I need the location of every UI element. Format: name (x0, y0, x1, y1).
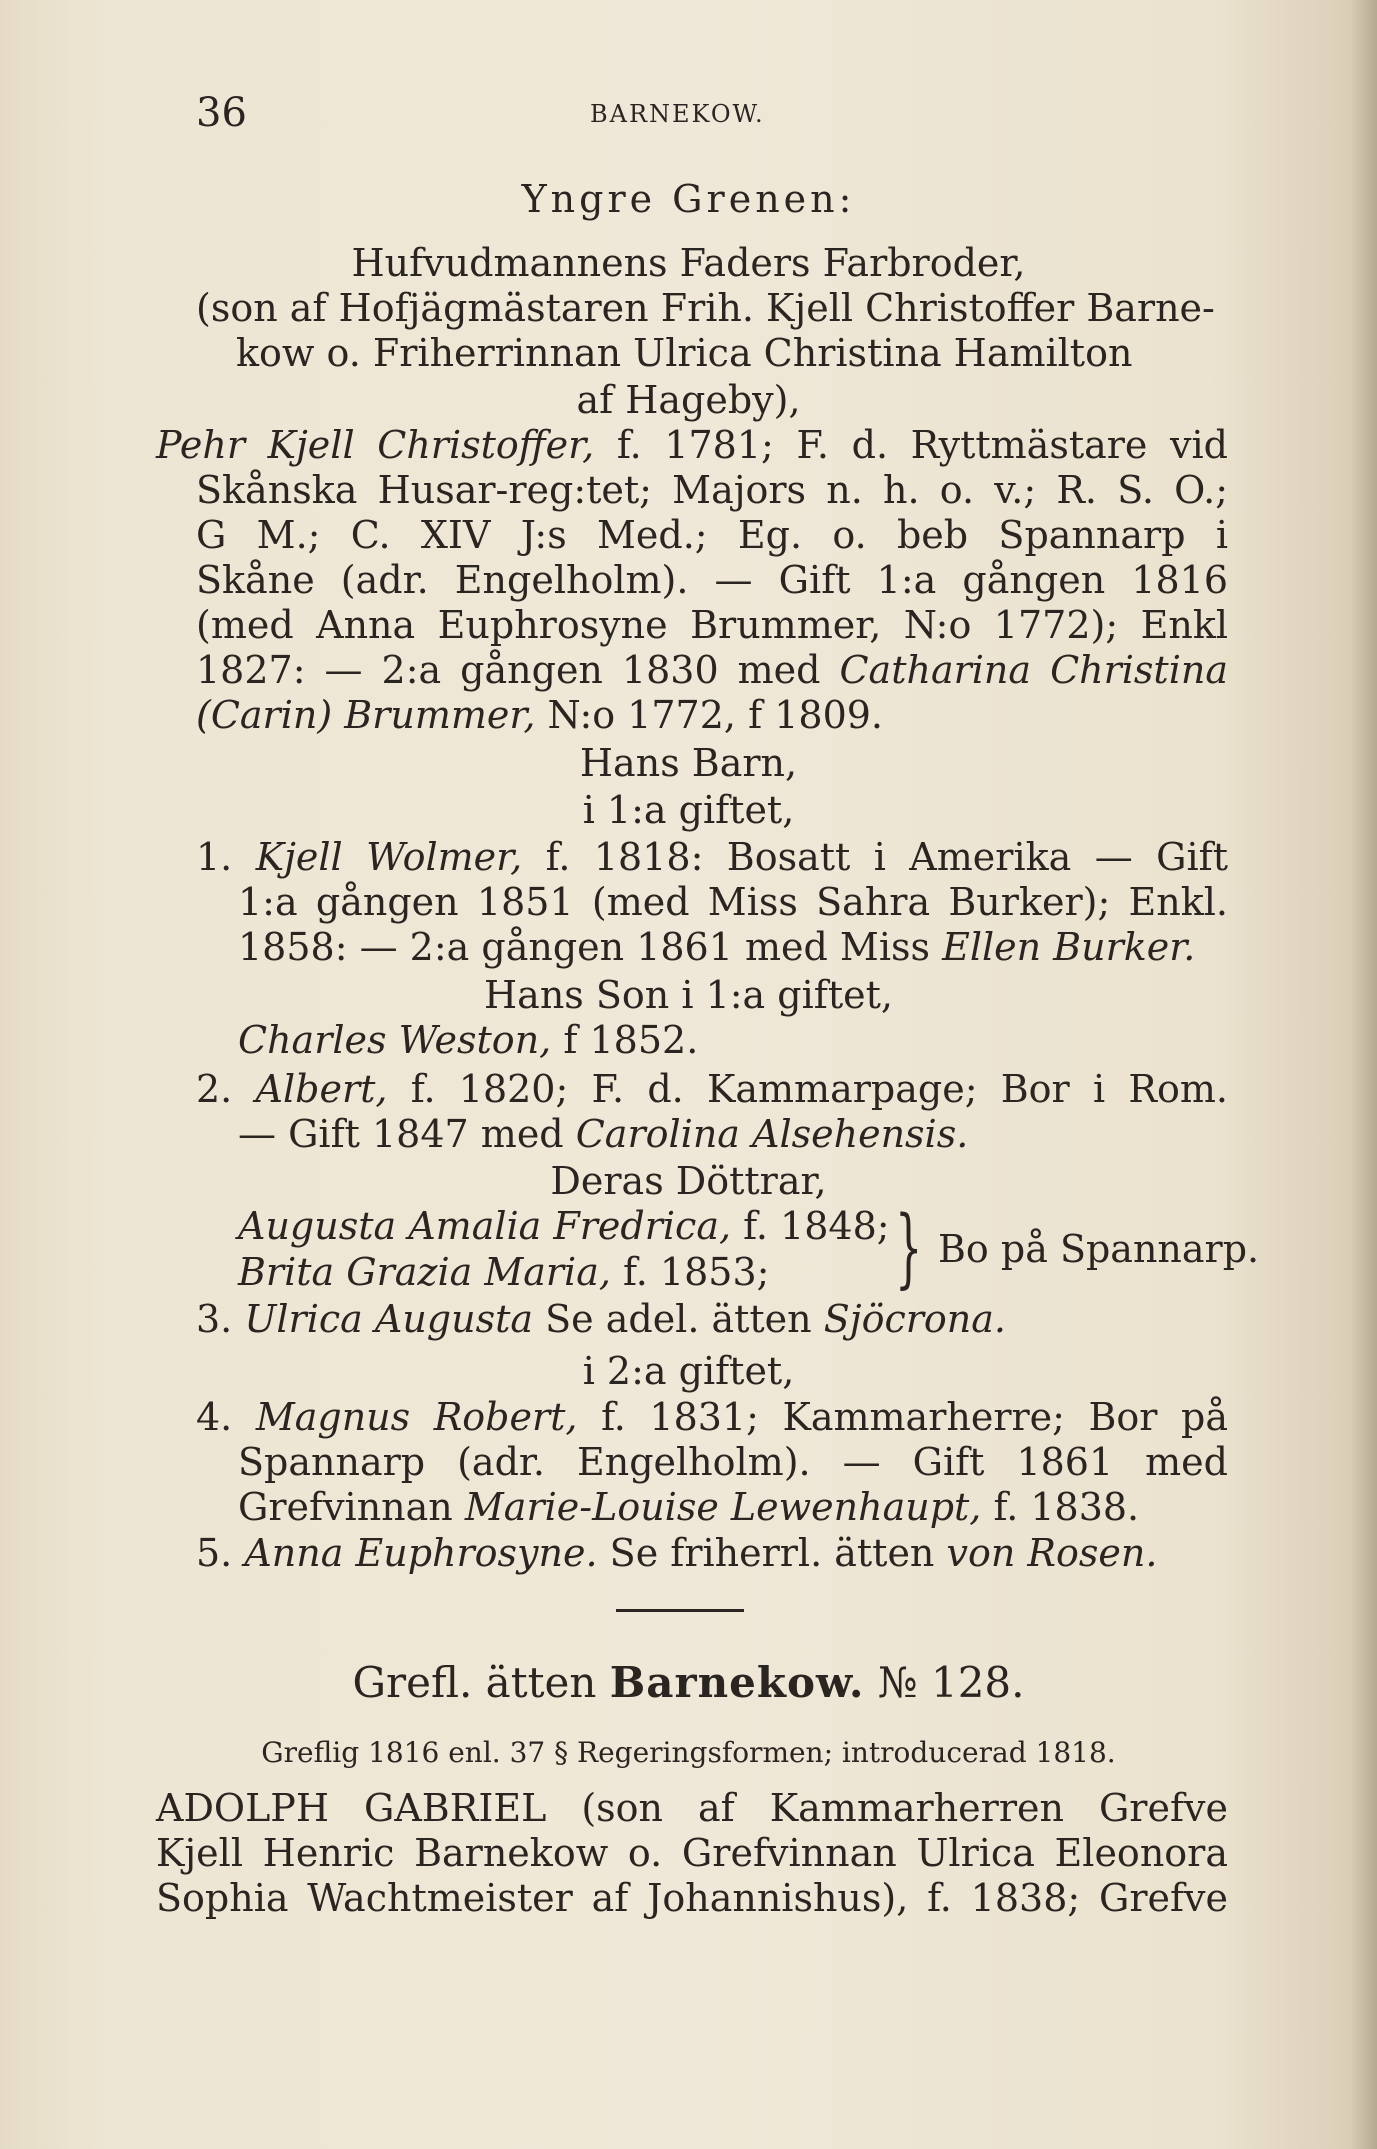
child-2-line-1: 2. Albert, f. 1820; F. d. Kammarpage; Bor i Rom. (196, 1067, 1228, 1111)
child-2-name: Albert, (255, 1067, 388, 1111)
running-title: BARNEKOW. (590, 100, 765, 128)
pehr-line-7: (Carin) Brummer, N:o 1772, f 1809. (196, 693, 883, 737)
pehr-line-2: Skånska Husar-reg:tet; Majors n. h. o. v.; R. S. O.; (196, 468, 1228, 512)
pehr-name: Pehr Kjell Christoffer, (156, 423, 595, 467)
child-1-line-3: 1858: — 2:a gången 1861 med Miss Ellen Burker. (238, 925, 1196, 969)
charles-name: Charles Weston, (238, 1018, 552, 1062)
child-3-name: Ulrica Augusta (244, 1297, 534, 1341)
intro-line-3: kow o. Friherrinnan Ulrica Christina Hamilton (236, 331, 1133, 375)
hans-barn: Hans Barn, (579, 741, 798, 785)
child-1-line-2: 1:a gången 1851 (med Miss Sahra Burker); Enkl. (238, 880, 1228, 924)
child-1-name: Kjell Wolmer, (255, 835, 523, 879)
child-1-line-1: 1. Kjell Wolmer, f. 1818: Bosatt i Amerika — Gift (196, 835, 1228, 879)
adolph-line-1: ADOLPH GABRIEL (son af Kammarherren Grefve (156, 1786, 1228, 1830)
daughter-2: Brita Grazia Maria, f. 1853; (238, 1250, 770, 1294)
child-5-name: Anna Euphrosyne. (244, 1531, 598, 1575)
child-2-line-2: — Gift 1847 med Carolina Alsehensis. (238, 1112, 969, 1156)
child-4-line-3: Grefvinnan Marie-Louise Lewenhaupt, f. 1838. (238, 1485, 1140, 1529)
child-4-name: Magnus Robert, (255, 1395, 578, 1439)
pehr-line-6: 1827: — 2:a gången 1830 med Catharina Christina (196, 648, 1228, 692)
pehr-line-3: G M.; C. XIV J:s Med.; Eg. o. beb Spannarp i (196, 513, 1228, 557)
section2-heading: Grefl. ätten Barnekow. № 128. (352, 1658, 1025, 1707)
pehr-line-1: Pehr Kjell Christoffer, f. 1781; F. d. Ryttmästare vid (156, 423, 1228, 467)
child-3-line: 3. Ulrica Augusta Se adel. ätten Sjöcrona. (196, 1297, 1006, 1341)
child-5-line: 5. Anna Euphrosyne. Se friherrl. ätten von Rosen. (196, 1531, 1158, 1575)
page-number: 36 (196, 90, 247, 136)
intro-line-4: af Hageby), (576, 378, 801, 422)
section-heading: Yngre Grenen: (521, 177, 856, 221)
deras-dottrar: Deras Döttrar, (550, 1159, 827, 1203)
brace-mark: } (895, 1198, 923, 1298)
adolph-line-3: Sophia Wachtmeister af Johannishus), f. 1838; Grefve (156, 1876, 1228, 1920)
charles-line: Charles Weston, f 1852. (238, 1018, 699, 1062)
adolph-line-2: Kjell Henric Barnekow o. Grefvinnan Ulrica Eleonora (156, 1831, 1228, 1875)
hans-son: Hans Son i 1:a giftet, (484, 973, 893, 1017)
i-1a-giftet: i 1:a giftet, (582, 788, 795, 832)
section-divider (616, 1609, 744, 1612)
family-name: Barnekow. (609, 1658, 865, 1707)
child-4-line-1: 4. Magnus Robert, f. 1831; Kammarherre; Bor på (196, 1395, 1228, 1439)
pehr-line-5: (med Anna Euphrosyne Brummer, N:o 1772); Enkl (196, 603, 1228, 647)
daughter-1: Augusta Amalia Fredrica, f. 1848; (238, 1204, 890, 1248)
intro-line-2: (son af Hofjägmästaren Frih. Kjell Christoffer Barne- (196, 286, 1215, 330)
page-edge-shadow (1351, 0, 1377, 2149)
pehr-line-4: Skåne (adr. Engelholm). — Gift 1:a gången 1816 (196, 558, 1228, 602)
section2-subheading: Greflig 1816 enl. 37 § Regeringsformen; introducerad 1818. (261, 1736, 1116, 1769)
intro-line-1: Hufvudmannens Faders Farbroder, (351, 241, 1026, 285)
child-4-line-2: Spannarp (adr. Engelholm). — Gift 1861 med (238, 1440, 1228, 1484)
i-2a-giftet: i 2:a giftet, (582, 1349, 795, 1393)
bo-spannarp: Bo på Spannarp. (938, 1227, 1260, 1271)
